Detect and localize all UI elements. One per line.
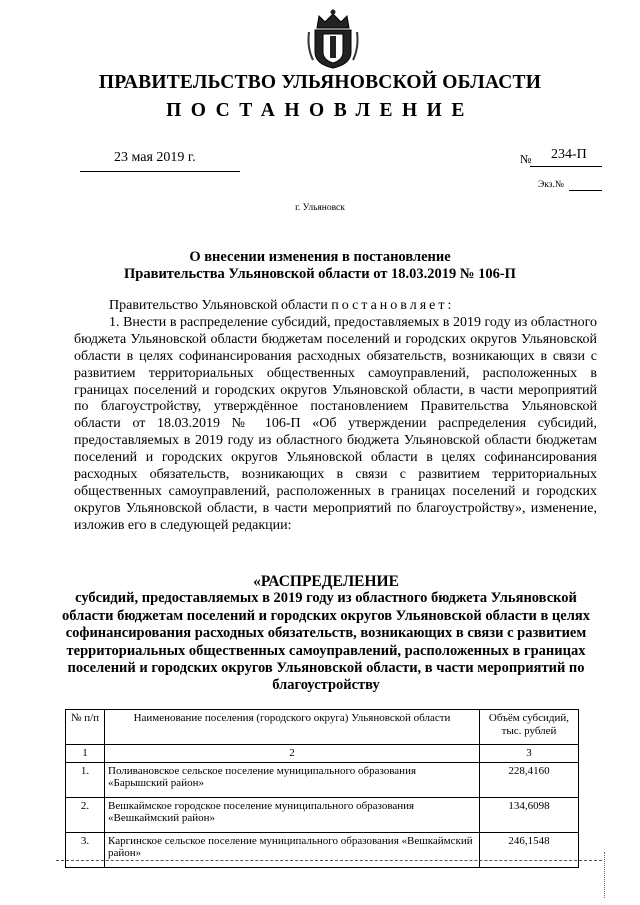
page-bottom-divider bbox=[56, 860, 602, 861]
number-underline bbox=[530, 166, 602, 167]
government-name: ПРАВИТЕЛЬСТВО УЛЬЯНОВСКОЙ ОБЛАСТИ bbox=[98, 72, 542, 93]
subsidies-table bbox=[65, 709, 579, 868]
date-underline bbox=[80, 171, 240, 172]
table-header-row bbox=[66, 710, 579, 745]
table-row bbox=[66, 832, 579, 867]
city-name: г. Ульяновск bbox=[295, 203, 345, 213]
index-cell: 1 bbox=[66, 745, 105, 763]
intro-paragraph bbox=[74, 298, 597, 315]
table-index-row bbox=[66, 745, 579, 763]
row-name: Вешкаймское городское поселение муниципального образования «Вешкаймский район» bbox=[105, 797, 480, 832]
distribution-heading: «РАСПРЕДЕЛЕНИЕ bbox=[253, 573, 399, 590]
document-type: ПОСТАНОВЛЕНИЕ bbox=[166, 100, 474, 121]
row-num: 2. bbox=[66, 797, 105, 832]
document-body bbox=[74, 298, 597, 535]
header-num: № п/п bbox=[66, 710, 105, 745]
title-line-2: Правительства Ульяновской области от 18.03.2019 № 106-П bbox=[124, 266, 516, 282]
header-name: Наименование поселения (городского округа) Ульяновской области bbox=[105, 710, 480, 745]
row-amount: 228,4160 bbox=[480, 762, 579, 797]
row-name: Каргинское сельское поселение муниципального образования «Вешкаймский район» bbox=[105, 832, 480, 867]
scan-edge-mark bbox=[604, 852, 611, 898]
table-row bbox=[66, 797, 579, 832]
document-number: 234-П bbox=[551, 147, 587, 162]
row-amount: 134,6098 bbox=[480, 797, 579, 832]
coat-of-arms-emblem-icon bbox=[305, 8, 361, 70]
index-cell: 3 bbox=[480, 745, 579, 763]
row-name: Поливановское сельское поселение муниципального образования «Барышский район» bbox=[105, 762, 480, 797]
document-title bbox=[60, 249, 580, 283]
row-num: 1. bbox=[66, 762, 105, 797]
number-label: № bbox=[520, 152, 532, 166]
row-num: 3. bbox=[66, 832, 105, 867]
copy-number-label: Экз.№ bbox=[538, 180, 564, 190]
distribution-title bbox=[56, 573, 596, 695]
header-amount: Объём субсидий, тыс. рублей bbox=[480, 710, 579, 745]
row-amount: 246,1548 bbox=[480, 832, 579, 867]
intro-decree: постановляет: bbox=[331, 298, 455, 313]
title-line-1: О внесении изменения в постановление bbox=[189, 249, 451, 265]
table-row bbox=[66, 762, 579, 797]
intro-subject: Правительство Ульяновской области bbox=[109, 298, 328, 313]
document-date: 23 мая 2019 г. bbox=[114, 150, 196, 165]
index-cell: 2 bbox=[105, 745, 480, 763]
paragraph-1: 1. Внести в распределение субсидий, предоставляемых в 2019 году из областного бюджета Ульяновской области бюджетам поселений и городских округов Ульяновской области в целях софинансирования расходных обязательств, возникающих в связи с развитием территориальных общественных самоуправлений, расположенных в границах поселений и городских округов Ульяновской области, в части мероприятий по благоустройству, утверждённое постановлением Правительства Ульяновской области от 18.03.2019 № 106-П «Об утверждении распределения субсидий, предоставляемых в 2019 году из областного бюджета Ульяновской области бюджетам поселений и городских округов Ульяновской области в целях софинансирования расходных обязательств, возникающих в связи с развитием территориальных общественных самоуправлений, расположенных в границах поселений и городских округов Ульяновской области, в части мероприятий по благоустройству», изменение, изложив его в следующей редакции: bbox=[74, 314, 597, 533]
copy-number-underline bbox=[569, 190, 602, 191]
distribution-text: субсидий, предоставляемых в 2019 году из областного бюджета Ульяновской области бюджетам поселений и городских округов Ульяновской области в целях софинансирования расходных обязательств, возникающих в связи с развитием территориальных общественных самоуправлений, расположенных в границах поселений и городских округов Ульяновской области, в части мероприятий по благоустройству bbox=[62, 590, 590, 694]
